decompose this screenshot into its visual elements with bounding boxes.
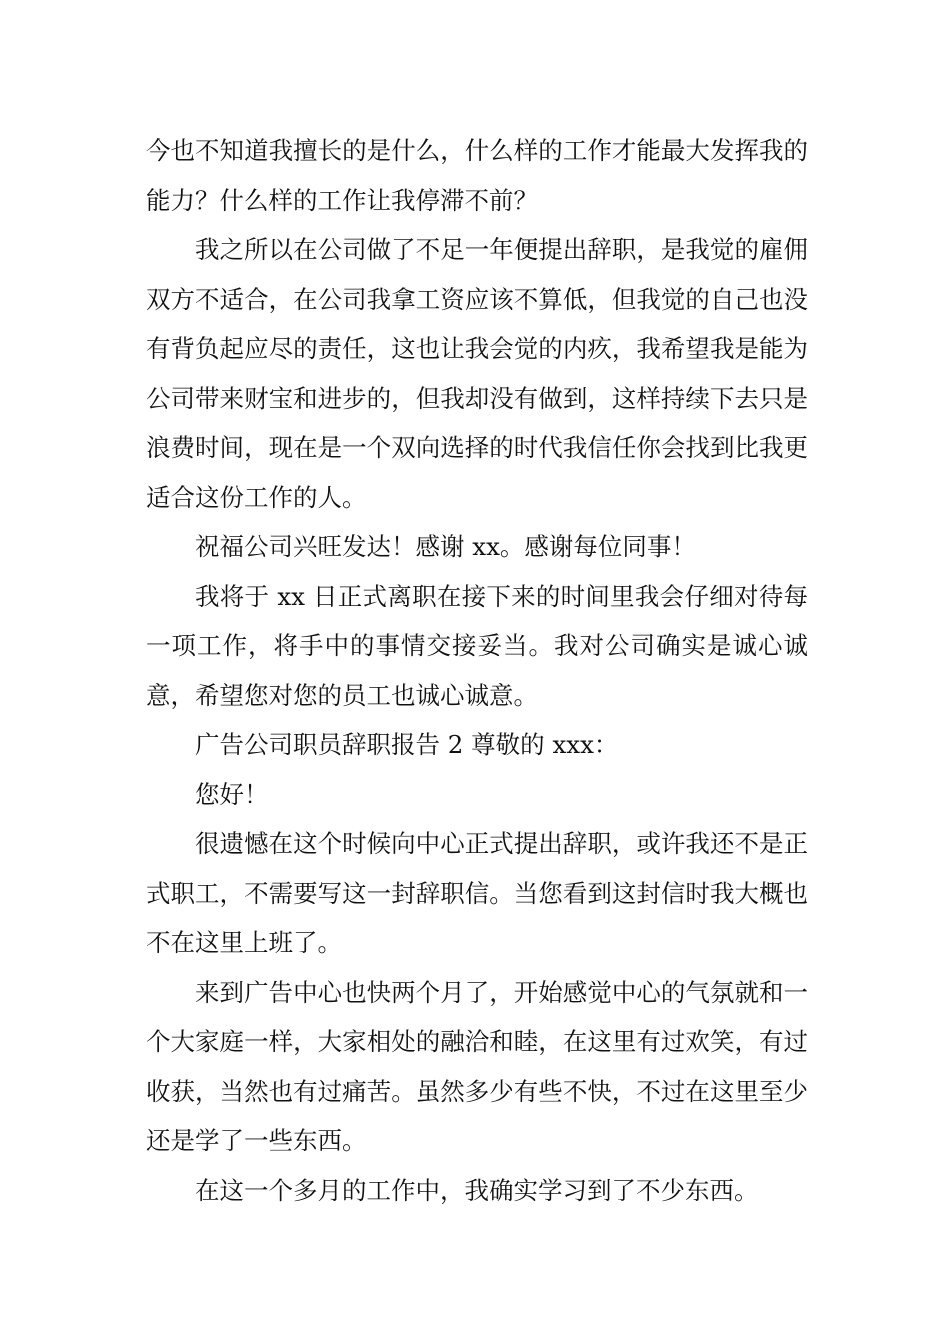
paragraph-3: 祝福公司兴旺发达！感谢 xx。感谢每位同事！ xyxy=(195,532,696,561)
paragraph-9: 在这一个多月的工作中，我确实学习到了不少东西。 xyxy=(195,1175,759,1205)
paragraph-5: 广告公司职员辞职报告 2 尊敬的 xxx： xyxy=(195,730,619,759)
document-body xyxy=(146,126,808,1215)
paragraph-6: 您好！ xyxy=(195,779,269,809)
paragraph-1: 今也不知道我擅长的是什么，什么样的工作才能最大发挥我的能力？什么样的工作让我停滞不前？ xyxy=(146,136,808,215)
paragraph-7: 很遗憾在这个时候向中心正式提出辞职，或许我还不是正式职工，不需要写这一封辞职信。当您看到这封信时我大概也不在这里上班了。 xyxy=(146,829,808,957)
paragraph-4: 我将于 xx 日正式离职在接下来的时间里我会仔细对待每一项工作，将手中的事情交接妥当。我对公司确实是诚心诚意，希望您对您的员工也诚心诚意。 xyxy=(146,581,808,710)
paragraph-2: 我之所以在公司做了不足一年便提出辞职，是我觉的雇佣双方不适合，在公司我拿工资应该不算低，但我觉的自己也没有背负起应尽的责任，这也让我会觉的内疚，我希望我是能为公司带来财宝和进步的，但我却没有做到，这样持续下去只是浪费时间，现在是一个双向选择的时代我信任你会找到比我更适合这份工作的人。 xyxy=(146,235,808,512)
paragraph-8: 来到广告中心也快两个月了，开始感觉中心的气氛就和一个大家庭一样，大家相处的融洽和睦，在这里有过欢笑，有过收获，当然也有过痛苦。虽然多少有些不快，不过在这里至少还是学了一些东西。 xyxy=(146,977,808,1155)
